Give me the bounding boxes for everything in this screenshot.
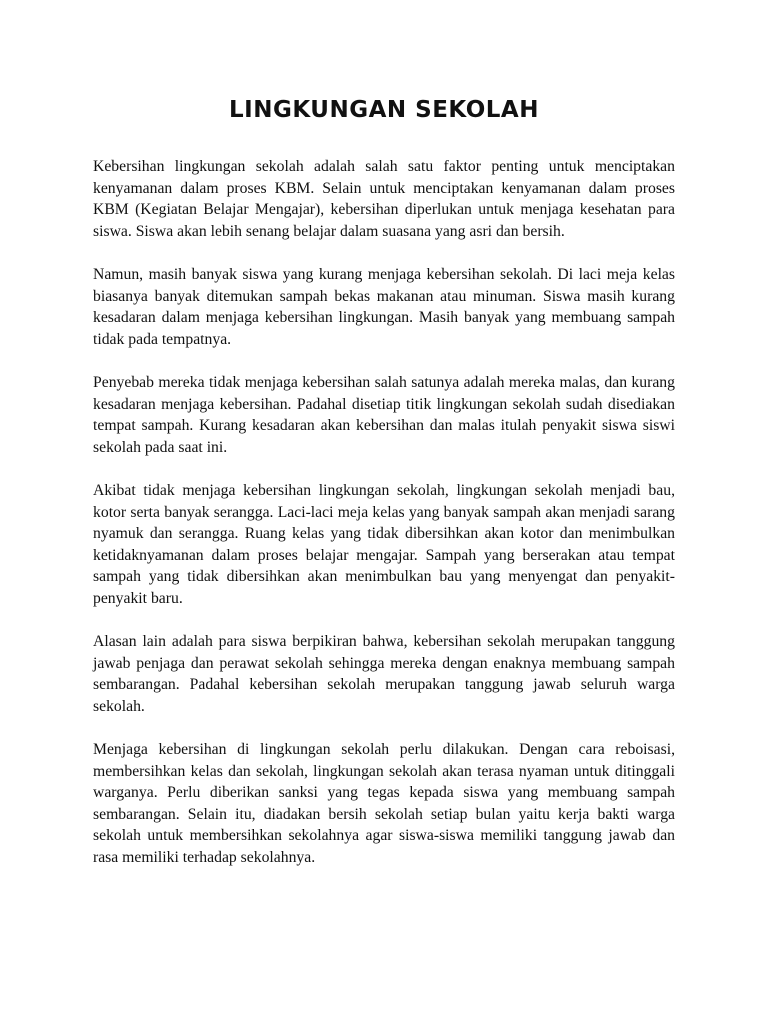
paragraph-1: Kebersihan lingkungan sekolah adalah salah satu faktor penting untuk menciptakan kenyamanan dalam proses KBM. Selain untuk menciptakan kenyamanan dalam proses KBM (Kegiatan Belajar Mengajar), kebersihan diperlukan untuk menjaga kesehatan para siswa. Siswa akan lebih senang belajar dalam suasana yang asri dan bersih.	[93, 158, 675, 240]
paragraph-5: Alasan lain adalah para siswa berpikiran bahwa, kebersihan sekolah merupakan tanggung jawab penjaga dan perawat sekolah sehingga mereka dengan enaknya membuang sampah sembarangan. Padahal kebersihan sekolah merupakan tanggung jawab seluruh warga sekolah.	[93, 633, 675, 715]
document-body	[93, 156, 675, 890]
paragraph-2: Namun, masih banyak siswa yang kurang menjaga kebersihan sekolah. Di laci meja kelas biasanya banyak ditemukan sampah bekas makanan atau minuman. Siswa masih kurang kesadaran dalam menjaga kebersihan lingkungan. Masih banyak yang membuang sampah tidak pada tempatnya.	[93, 266, 675, 348]
paragraph-3: Penyebab mereka tidak menjaga kebersihan salah satunya adalah mereka malas, dan kurang kesadaran menjaga kebersihan. Padahal disetiap titik lingkungan sekolah sudah disediakan tempat sampah. Kurang kesadaran akan kebersihan dan malas itulah penyakit siswa siswi sekolah pada saat ini.	[93, 374, 675, 456]
paragraph-6: Menjaga kebersihan di lingkungan sekolah perlu dilakukan. Dengan cara reboisasi, membersihkan kelas dan sekolah, lingkungan sekolah akan terasa nyaman untuk ditinggali warganya. Perlu diberikan sanksi yang tegas kepada siswa yang membuang sampah sembarangan. Selain itu, diadakan bersih sekolah setiap bulan yaitu kerja bakti warga sekolah untuk membersihkan sekolahnya agar siswa-siswa memiliki tanggung jawab dan rasa memiliki terhadap sekolahnya.	[93, 741, 675, 866]
paragraph-4: Akibat tidak menjaga kebersihan lingkungan sekolah, lingkungan sekolah menjadi bau, kotor serta banyak serangga. Laci-laci meja kelas yang banyak sampah akan menjadi sarang nyamuk dan serangga. Ruang kelas yang tidak dibersihkan akan kotor dan menimbulkan ketidaknyamanan dalam proses belajar mengajar. Sampah yang berserakan atau tempat sampah yang tidak dibersihkan akan menimbulkan bau yang menyengat dan penyakit-penyakit baru.	[93, 482, 675, 607]
document-title: LINGKUNGAN SEKOLAH	[229, 97, 539, 123]
